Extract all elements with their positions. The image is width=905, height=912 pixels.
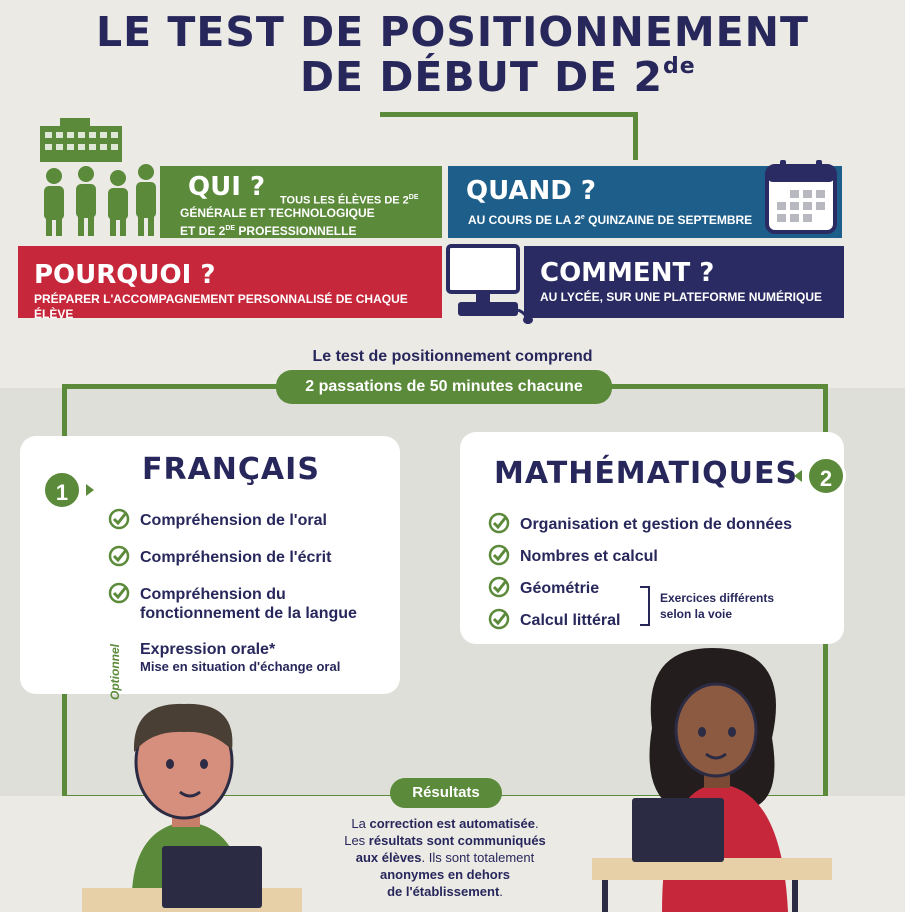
- francais-item-1: Compréhension de l'oral: [140, 512, 327, 529]
- intro-line: Le test de positionnement comprend: [312, 348, 593, 365]
- check-icon: [108, 582, 130, 604]
- maths-title: MATHÉMATIQUES: [494, 456, 799, 491]
- resultats-line-2: Les résultats sont communiqués: [344, 833, 546, 848]
- francais-item-3: Compréhension du: [140, 586, 286, 603]
- pourquoi-band: [18, 246, 442, 321]
- maths-check-1: [488, 512, 510, 539]
- maths-item-3: Géométrie: [520, 580, 600, 597]
- boy-illustration: [72, 692, 312, 912]
- maths-note-2: selon la voie: [660, 607, 733, 621]
- maths-check-2: [488, 544, 510, 571]
- maths-check-4: [488, 608, 510, 635]
- pourquoi-text: PRÉPARER L'ACCOMPAGNEMENT PERSONNALISÉ DE CHAQUE ÉLÈVE: [34, 292, 408, 321]
- check-icon: [108, 508, 130, 530]
- maths-note-1: Exercices différents: [660, 591, 775, 605]
- check-icon: [108, 545, 130, 567]
- qui-heading: QUI ?: [188, 172, 266, 202]
- qui-text-1: TOUS LES ÉLÈVES DE 2DE: [280, 194, 419, 207]
- girl-illustration: [592, 648, 852, 912]
- optional-title: Expression orale*: [140, 641, 276, 658]
- quand-heading: QUAND ?: [466, 176, 597, 206]
- calendar-icon: [764, 158, 838, 236]
- passations-pill: 2 passations de 50 minutes chacune: [276, 370, 612, 404]
- check-icon: [488, 576, 510, 598]
- francais-check-3: [108, 582, 130, 609]
- francais-item-2: Compréhension de l'écrit: [140, 549, 332, 566]
- maths-bracket: [640, 586, 650, 626]
- qui-text-3: ET DE 2DE PROFESSIONNELLE: [180, 224, 357, 238]
- resultats-pill: Résultats: [390, 778, 502, 808]
- maths-arrow-icon: [794, 470, 802, 482]
- page-title-line2: DE DÉBUT DE 2de: [300, 53, 696, 101]
- francais-number: 1: [42, 470, 82, 510]
- comment-band: [524, 246, 844, 318]
- students-icon: [36, 164, 162, 238]
- francais-title: FRANÇAIS: [142, 452, 320, 487]
- francais-arrow-icon: [86, 484, 94, 496]
- check-icon: [488, 608, 510, 630]
- resultats-text: [300, 815, 590, 900]
- resultats-line-5: de l'établissement.: [387, 884, 503, 899]
- page-title-line1: LE TEST DE POSITIONNEMENT: [96, 8, 809, 56]
- maths-item-4: Calcul littéral: [520, 612, 621, 629]
- francais-check-1: [108, 508, 130, 535]
- resultats-line-1: La correction est automatisée.: [351, 816, 539, 831]
- qui-band: [160, 166, 442, 238]
- francais-item-4: fonctionnement de la langue: [140, 605, 357, 622]
- computer-icon: [444, 244, 536, 326]
- francais-check-2: [108, 545, 130, 572]
- maths-item-2: Nombres et calcul: [520, 548, 658, 565]
- school-building-icon: [40, 118, 126, 164]
- maths-number: 2: [806, 456, 846, 496]
- title-connector: [380, 112, 638, 160]
- resultats-line-3: aux élèves. Ils sont totalement: [355, 850, 535, 865]
- comment-heading: COMMENT ?: [540, 258, 715, 288]
- check-icon: [488, 544, 510, 566]
- resultats-line-4: anonymes en dehors: [379, 867, 511, 882]
- comment-text: AU LYCÉE, SUR UNE PLATEFORME NUMÉRIQUE: [540, 290, 823, 304]
- maths-item-1: Organisation et gestion de données: [520, 516, 793, 533]
- quand-text: AU COURS DE LA 2e QUINZAINE DE SEPTEMBRE: [468, 213, 753, 227]
- optional-sub: Mise en situation d'échange oral: [140, 659, 341, 674]
- check-icon: [488, 512, 510, 534]
- maths-check-3: [488, 576, 510, 603]
- pourquoi-heading: POURQUOI ?: [34, 260, 216, 290]
- qui-text-2: GÉNÉRALE ET TECHNOLOGIQUE: [180, 206, 375, 220]
- optional-label: Optionnel: [108, 644, 122, 700]
